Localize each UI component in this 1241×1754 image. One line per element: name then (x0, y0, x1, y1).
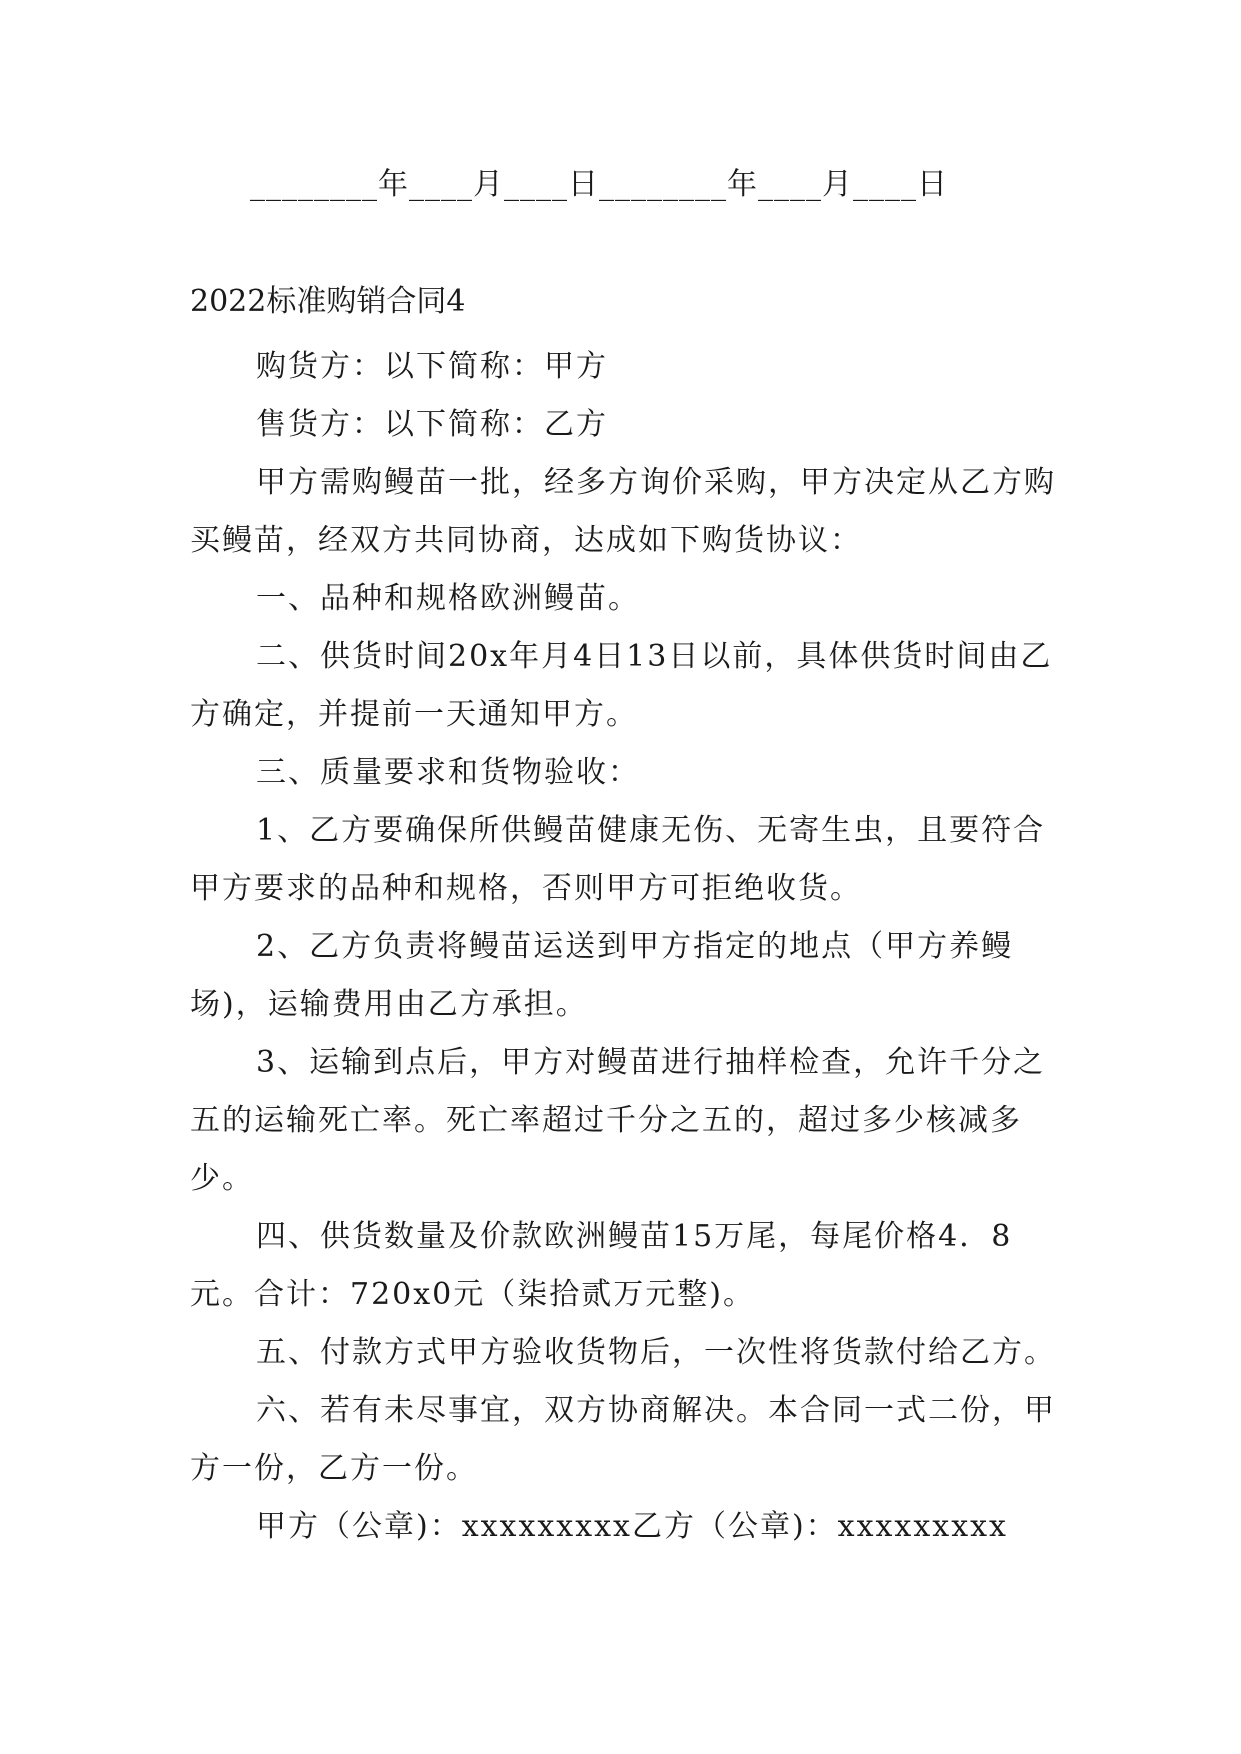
paragraph-buyer: 购货方：以下简称：甲方 (256, 349, 608, 384)
paragraph-seals: 甲方（公章)：xxxxxxxxx乙方（公章)：xxxxxxxxx (256, 1509, 1008, 1544)
paragraph-clause-2: 二、供货时间20x年月4日13日以前，具体供货时间由乙方确定，并提前一天通知甲方。 (190, 639, 1053, 732)
signature-date-line: ________年____月____日________年____月____日 (250, 167, 948, 202)
paragraph-intro: 甲方需购鳗苗一批，经多方询价采购，甲方决定从乙方购买鳗苗，经双方共同协商，达成如下购货协议： (190, 465, 1056, 558)
document-body (190, 338, 1058, 1556)
paragraph-clause-5: 五、付款方式甲方验收货物后，一次性将货款付给乙方。 (256, 1335, 1056, 1370)
paragraph-clause-3-3: 3、运输到点后，甲方对鳗苗进行抽样检查，允许千分之五的运输死亡率。死亡率超过千分之五的，超过多少核减多少。 (190, 1045, 1046, 1196)
paragraph-clause-3-2: 2、乙方负责将鳗苗运送到甲方指定的地点（甲方养鳗场)，运输费用由乙方承担。 (190, 929, 1014, 1022)
paragraph-clause-3: 三、质量要求和货物验收： (256, 755, 640, 790)
paragraph-clause-6: 六、若有未尽事宜，双方协商解决。本合同一式二份，甲方一份，乙方一份。 (190, 1393, 1056, 1486)
paragraph-clause-4: 四、供货数量及价款欧洲鳗苗15万尾，每尾价格4．8元。合计：720x0元（柒拾贰万元整)。 (190, 1219, 1013, 1312)
paragraph-clause-3-1: 1、乙方要确保所供鳗苗健康无伤、无寄生虫，且要符合甲方要求的品种和规格，否则甲方可拒绝收货。 (190, 813, 1046, 906)
paragraph-seller: 售货方：以下简称：乙方 (256, 407, 608, 442)
paragraph-clause-1: 一、品种和规格欧洲鳗苗。 (256, 581, 640, 616)
document-title: 2022标准购销合同4 (190, 284, 466, 319)
